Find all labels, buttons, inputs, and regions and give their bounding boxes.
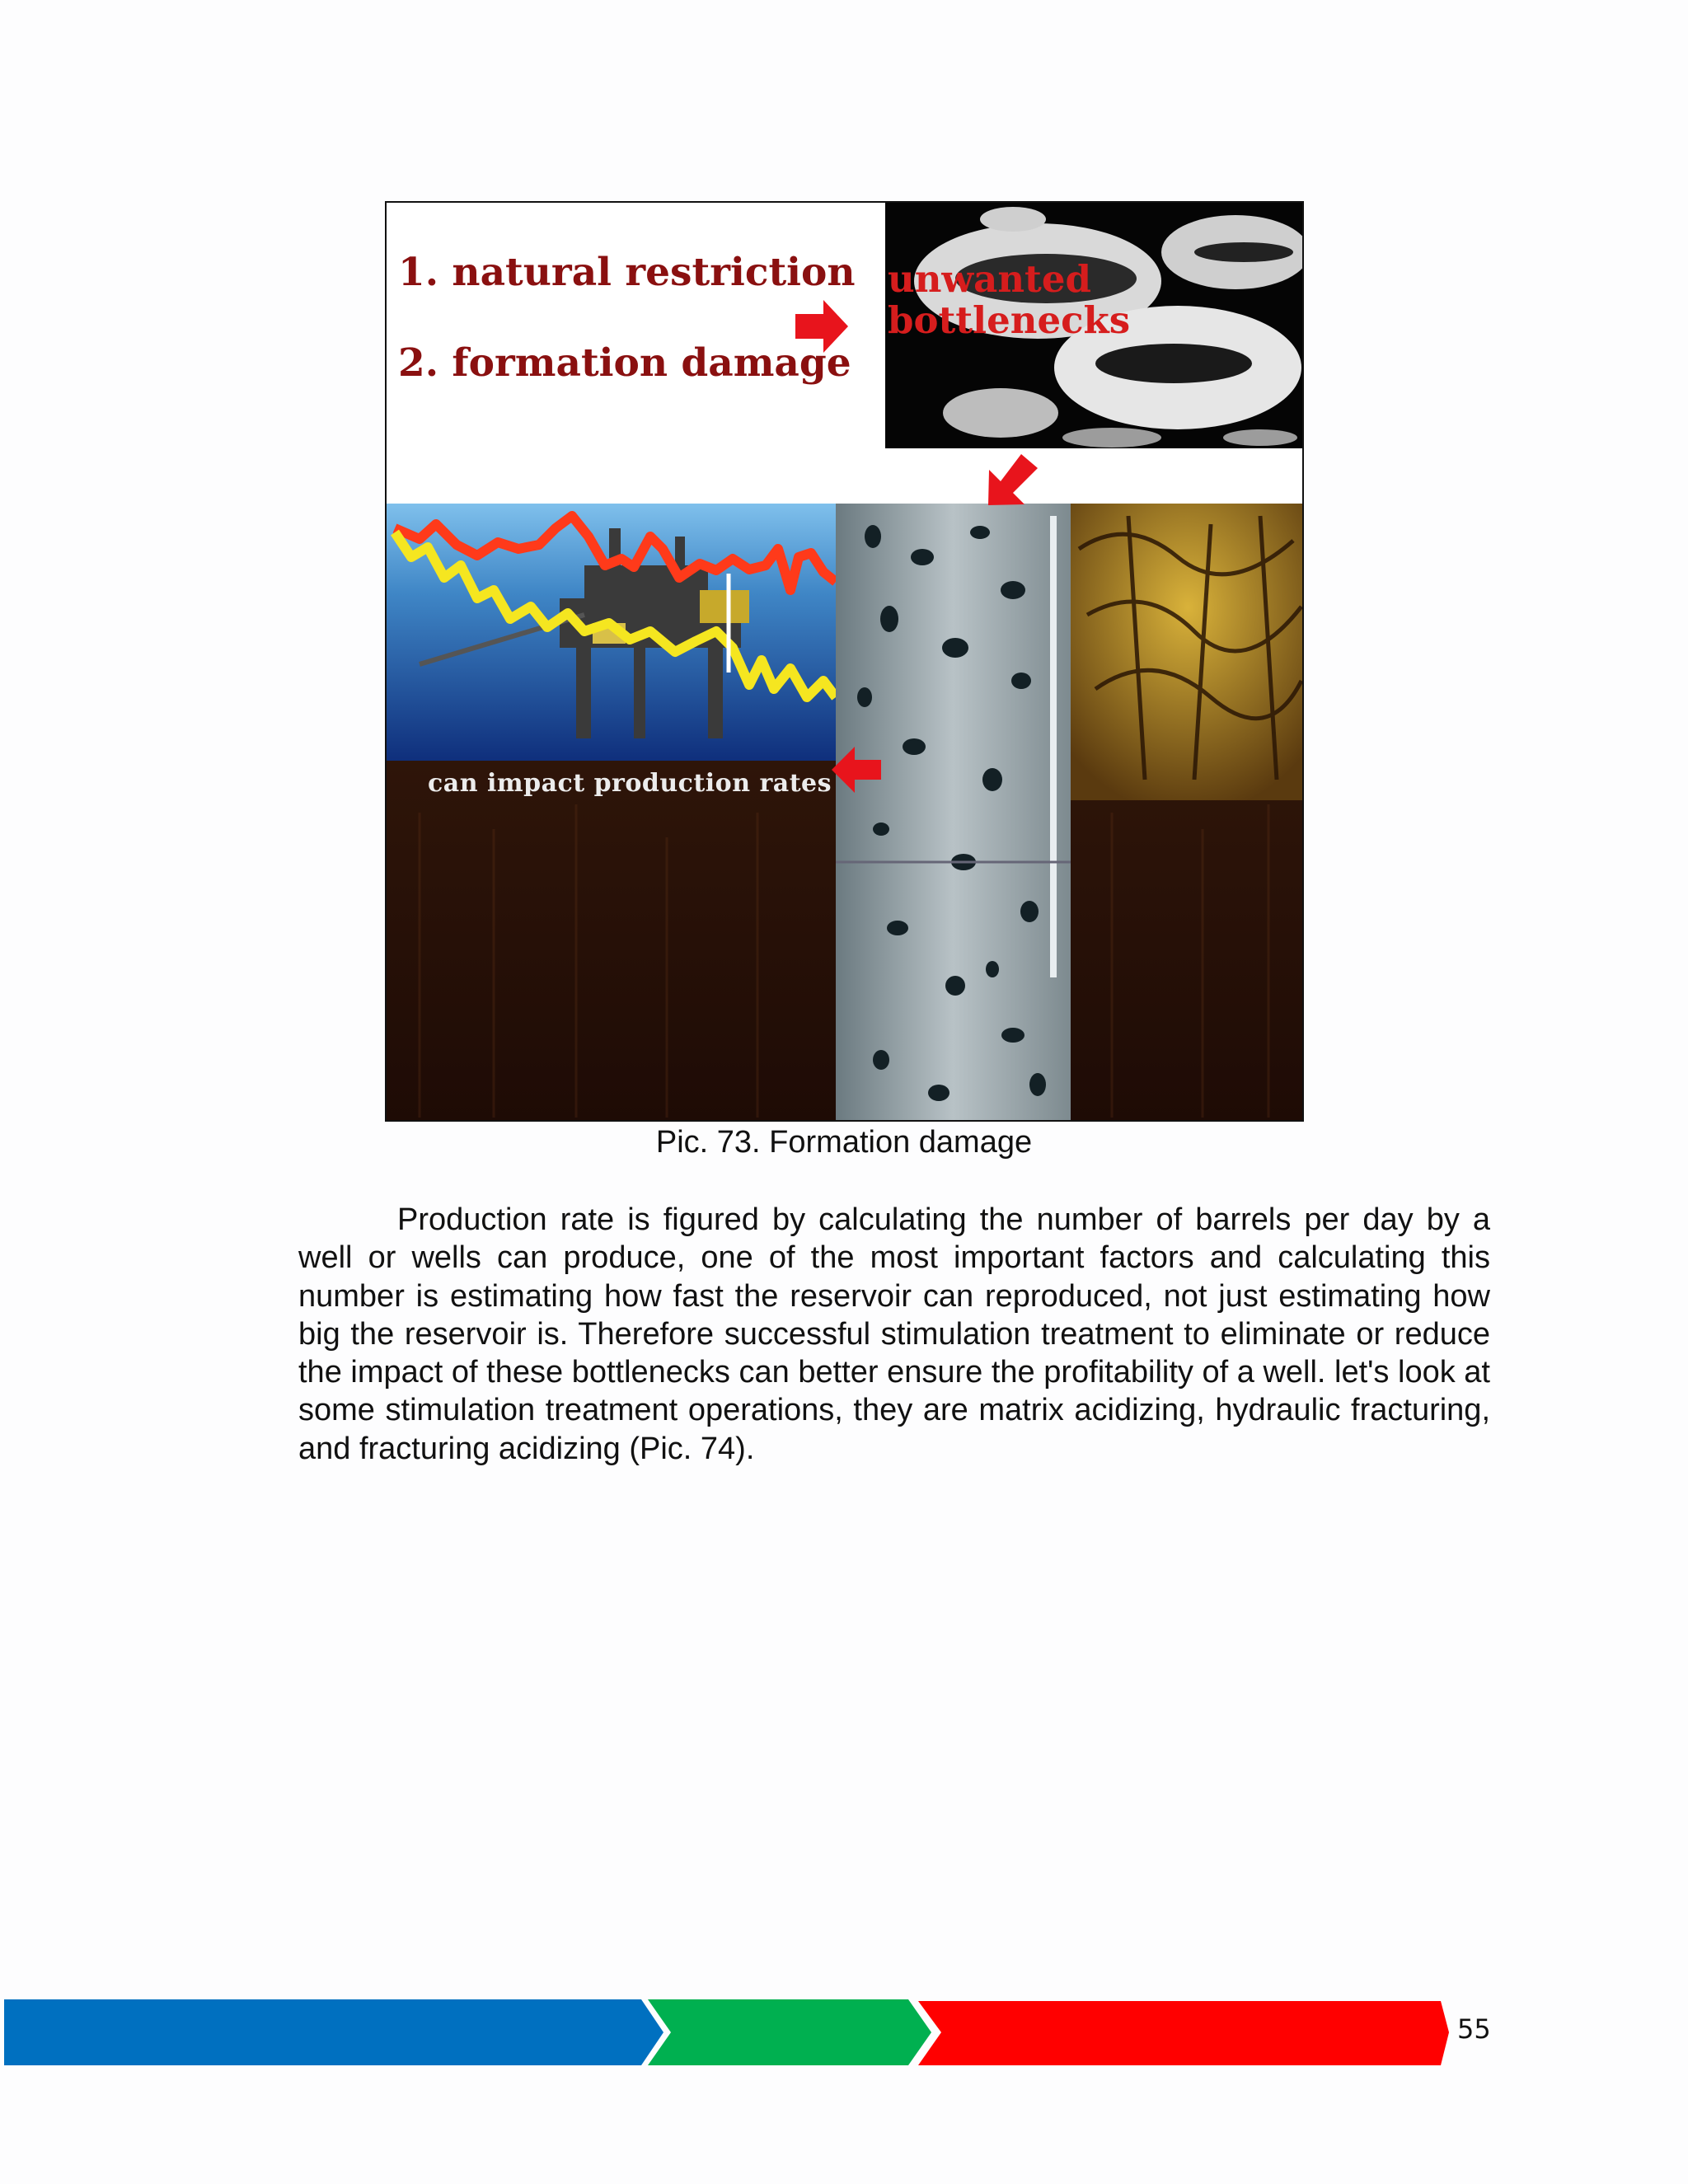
unwanted-bottlenecks-label (888, 259, 1130, 341)
footer-blue-segment (4, 1999, 663, 2065)
impact-production-label: can impact production rates (428, 769, 832, 798)
figure-caption: Pic. 73. Formation damage (655, 1125, 1033, 1160)
unwanted-line: unwanted (888, 257, 1091, 301)
footer-red-segment (918, 2001, 1449, 2065)
natural-restriction-label: 1. natural restriction (398, 250, 856, 295)
footer-green-segment (648, 1999, 931, 2065)
bottlenecks-line: bottlenecks (888, 298, 1131, 342)
page-number: 55 (1457, 2013, 1491, 2045)
body-paragraph: Production rate is figured by calculating the number of barrels per day by a well or wells can produce, one of the most important factors and calculating this number is estimating how fast the reservoir can reproduced, not just estimating how big the reservoir is. Therefore successful stimulation treatment to eliminate or reduce the impact of these bottlenecks can better ensure the profitability of a well. let's look at some stimulation treatment operations, they are matrix acidizing, hydraulic fracturing, and fracturing acidizing (Pic. 74). (298, 1202, 1490, 1466)
wellbore-image (836, 504, 1071, 1122)
footer-arrow-bar (0, 1994, 1467, 2077)
formation-damage-label: 2. formation damage (398, 340, 851, 386)
formation-damage-figure (385, 201, 1304, 1122)
